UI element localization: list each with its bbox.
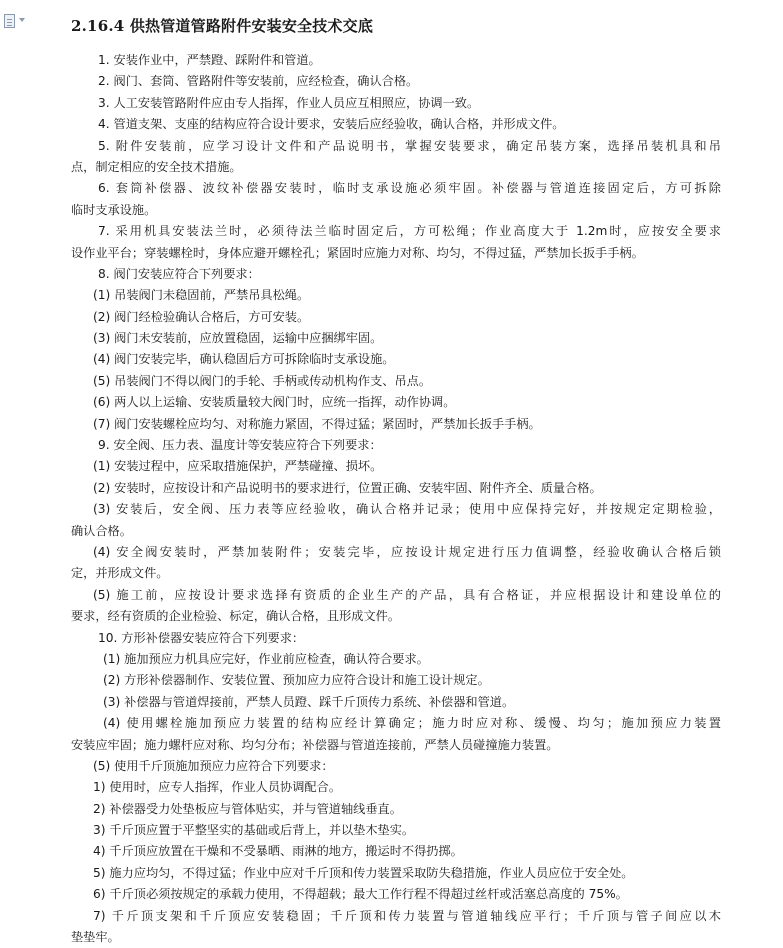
document-menu[interactable]: [4, 14, 28, 30]
text-line: (1) 安装过程中，应采取措施保护，严禁碰撞、损坏。: [93, 459, 383, 474]
text-line: (4) 安全阀安装时，严禁加装附件；安装完毕，应按设计规定进行压力值调整，经验收确认合格后锁: [93, 544, 721, 559]
text-line: 定，并形成文件。: [71, 566, 169, 581]
text-line: 9. 安全阀、压力表、温度计等安装应符合下列要求：: [98, 438, 382, 453]
text-line: 3) 千斤顶应置于平整坚实的基础或后背上，并以垫木垫实。: [93, 823, 415, 838]
text-line: (6) 两人以上运输、安装质量较大阀门时，应统一指挥，动作协调。: [93, 395, 456, 410]
text-line: 10. 方形补偿器安装应符合下列要求：: [98, 630, 305, 645]
text-line: (7) 阀门安装螺栓应均匀、对称施力紧固，不得过猛；紧固时，严禁加长扳手手柄。: [93, 416, 541, 431]
text-line: 6) 千斤顶必须按规定的承载力使用，不得超载；最大工作行程不得超过丝杆或活塞总高度的 75%。: [93, 887, 628, 902]
text-line: 垫垫牢。: [71, 930, 120, 945]
text-line: 3. 人工安装管路附件应由专人指挥，作业人员应互相照应，协调一致。: [98, 95, 480, 110]
text-line: 5. 附件安装前，应学习设计文件和产品说明书，掌握安装要求，确定吊装方案，选择吊装机具和吊: [98, 138, 721, 153]
text-line: (2) 阀门经检验确认合格后，方可安装。: [93, 309, 310, 324]
text-line: (2) 方形补偿器制作、安装位置、预加应力应符合设计和施工设计规定。: [103, 673, 490, 688]
document-body: [71, 50, 721, 948]
text-line: 安装应牢固；施力螺杆应对称、均匀分布；补偿器与管道连接前，严禁人员碰撞施力装置。: [71, 737, 559, 752]
text-line: 7) 千斤顶支架和千斤顶应安装稳固；千斤顶和传力装置与管道轴线应平行；千斤顶与管子间应以木: [93, 908, 721, 923]
text-line: 4. 管道支架、支座的结构应符合设计要求，安装后应经验收，确认合格，并形成文件。: [98, 117, 565, 132]
text-line: 设作业平台；穿装螺栓时，身体应避开螺栓孔；紧固时应施力对称、均匀，不得过猛，严禁加长扳手手柄。: [71, 245, 644, 260]
text-line: 点，制定相应的安全技术措施。: [71, 159, 242, 174]
text-line: 1) 使用时，应专人指挥，作业人员协调配合。: [93, 780, 341, 795]
text-line: 1. 安装作业中，严禁蹬、踩附件和管道。: [98, 53, 321, 67]
text-line: (1) 吊装阀门未稳固前，严禁吊具松绳。: [93, 288, 310, 303]
text-line: (4) 阀门安装完毕，确认稳固后方可拆除临时支承设施。: [93, 352, 395, 367]
text-line: (3) 补偿器与管道焊接前，严禁人员蹬、踩千斤顶传力系统、补偿器和管道。: [103, 694, 515, 709]
text-line: 确认合格。: [71, 523, 132, 538]
text-line: (3) 安装后，安全阀、压力表等应经验收，确认合格并记录；使用中应保持完好，并按规定定期检验，: [93, 502, 721, 517]
text-line: 要求，经有资质的企业检验、标定，确认合格，且形成文件。: [71, 609, 401, 624]
text-line: 临时支承设施。: [71, 202, 157, 217]
text-line: 7. 采用机具安装法兰时，必须待法兰临时固定后，方可松绳；作业高度大于 1.2m时，应按安全要求: [98, 224, 721, 239]
chevron-down-icon[interactable]: [19, 18, 25, 22]
text-line: 4) 千斤顶应放置在干燥和不受暴晒、雨淋的地方，搬运时不得扔掷。: [93, 844, 463, 859]
text-line: (5) 使用千斤顶施加预应力应符合下列要求：: [93, 758, 334, 773]
text-line: (5) 吊装阀门不得以阀门的手轮、手柄或传动机构作支、吊点。: [93, 373, 432, 388]
text-line: (2) 安装时，应按设计和产品说明书的要求进行，位置正确、安装牢固、附件齐全、质量合格。: [93, 480, 602, 495]
text-line: 6. 套筒补偿器、波纹补偿器安装时，临时支承设施必须牢固。补偿器与管道连接固定后，方可拆除: [98, 181, 721, 196]
text-line: (5) 施工前，应按设计要求选择有资质的企业生产的产品，具有合格证，并应根据设计和建设单位的: [93, 587, 721, 602]
text-line: 2. 阀门、套筒、管路附件等安装前，应经检查，确认合格。: [98, 74, 419, 89]
text-line: (1) 施加预应力机具应完好，作业前应检查，确认符合要求。: [103, 651, 429, 666]
document-icon: [4, 14, 15, 28]
text-line: (3) 阀门未安装前，应放置稳固，运输中应捆绑牢固。: [93, 331, 383, 346]
text-line: 2) 补偿器受力处垫板应与管体贴实，并与管道轴线垂直。: [93, 801, 402, 816]
text-line: (4) 使用螺栓施加预应力装置的结构应经计算确定；施力时应对称、缓慢、均匀；施加预应力装置: [103, 716, 721, 731]
section-heading: 2.16.4 供热管道管路附件安装安全技术交底: [71, 17, 374, 35]
text-line: 8. 阀门安装应符合下列要求：: [98, 266, 260, 281]
text-line: 5) 施力应均匀，不得过猛；作业中应对千斤顶和传力装置采取防失稳措施，作业人员应位于安全处。: [93, 865, 634, 880]
